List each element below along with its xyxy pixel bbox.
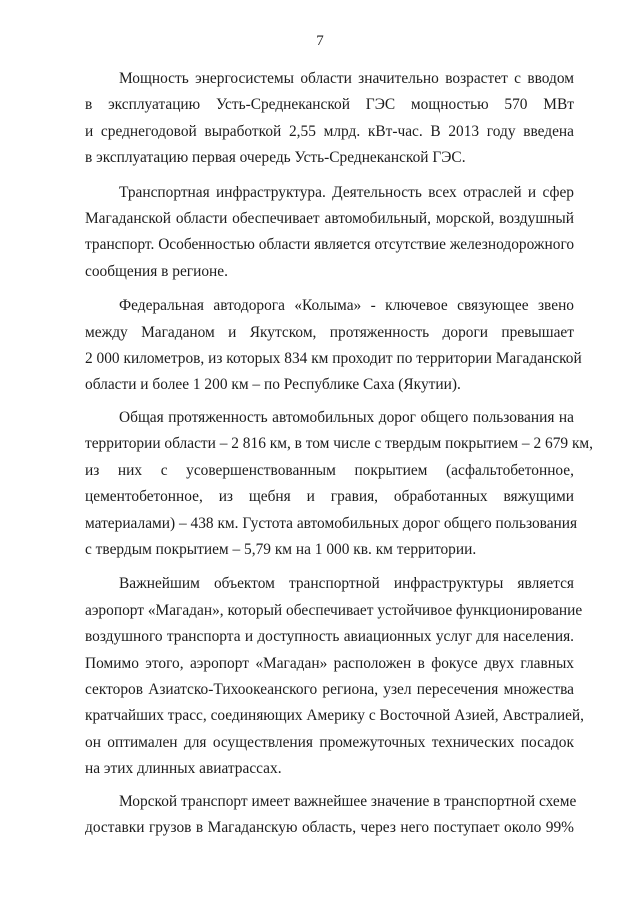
paragraph-transport-infrastructure [85,180,574,286]
paragraph-road-length [85,405,594,563]
paragraph-line: Морской транспорт имеет важнейшее значение в транспортной схеме [119,792,577,810]
document-body [85,66,594,849]
paragraph-line: и среднегодовой выработкой 2,55 млрд. кВт-час. В 2013 году введена [85,122,574,140]
paragraph-line: сообщения в регионе. [85,262,228,280]
paragraph-line: 2 000 километров, из которых 834 км проходит по территории Магаданской [85,350,582,368]
paragraph-line: аэропорт «Магадан», который обеспечивает устойчивое функционирование [85,601,583,619]
paragraph-line: Важнейшим объектом транспортной инфраструктуры является [119,575,574,593]
paragraph-line: из них с усовершенствованным покрытием (асфальтобетонное, [85,461,574,479]
paragraph-airport [85,571,584,782]
paragraph-line: транспорт. Особенностью области является отсутствие железнодорожного [85,236,575,254]
paragraph-line: кратчайших трасс, соединяющих Америку с Восточной Азией, Австралией, [85,707,584,725]
paragraph-line: Общая протяженность автомобильных дорог общего пользования на [119,408,574,426]
paragraph-line: в эксплуатацию Усть-Среднеканской ГЭС мощностью 570 МВт [85,96,574,114]
paragraph-line: Помимо этого, аэропорт «Магадан» расположен в фокусе двух главных [85,654,574,672]
paragraph-line: цементобетонное, из щебня и гравия, обработанных вяжущими [85,488,574,506]
paragraph-line: материалами) – 438 км. Густота автомобильных дорог общего пользования [85,514,578,532]
paragraph-line: он оптимален для осуществления промежуточных технических посадок [85,733,574,751]
paragraph-line: воздушного транспорта и доступность авиационных услуг для населения. [85,628,574,646]
paragraph-line: Федеральная автодорога «Колыма» - ключевое связующее звено [119,297,574,315]
paragraph-sea-transport [85,789,577,842]
paragraph-line: в эксплуатацию первая очередь Усть-Среднеканской ГЭС. [85,149,466,167]
paragraph-line: на этих длинных авиатрассах. [85,760,282,778]
paragraph-line: территории области – 2 816 км, в том числе с твердым покрытием – 2 679 км, [85,435,594,453]
paragraph-line: между Магаданом и Якутском, протяженность дороги превышает [85,323,574,341]
paragraph-line: доставки грузов в Магаданскую область, через него поступает около 99% [85,818,574,836]
paragraph-line: с твердым покрытием – 5,79 км на 1 000 кв. км территории. [85,540,477,558]
paragraph-line: Транспортная инфраструктура. Деятельность всех отраслей и сфер [119,183,574,201]
paragraph-line: секторов Азиатско-Тихоокеанского региона, узел пересечения множества [85,680,574,698]
paragraph-line: Магаданской области обеспечивает автомобильный, морской, воздушный [85,210,574,228]
paragraph-line: области и более 1 200 км – по Республике Саха (Якутии). [85,376,461,394]
paragraph-kolyma-road [85,293,582,399]
paragraph-line: Мощность энергосистемы области значительно возрастет с вводом [119,70,574,87]
page-number: 7 [316,33,324,49]
paragraph-energy [85,66,574,172]
